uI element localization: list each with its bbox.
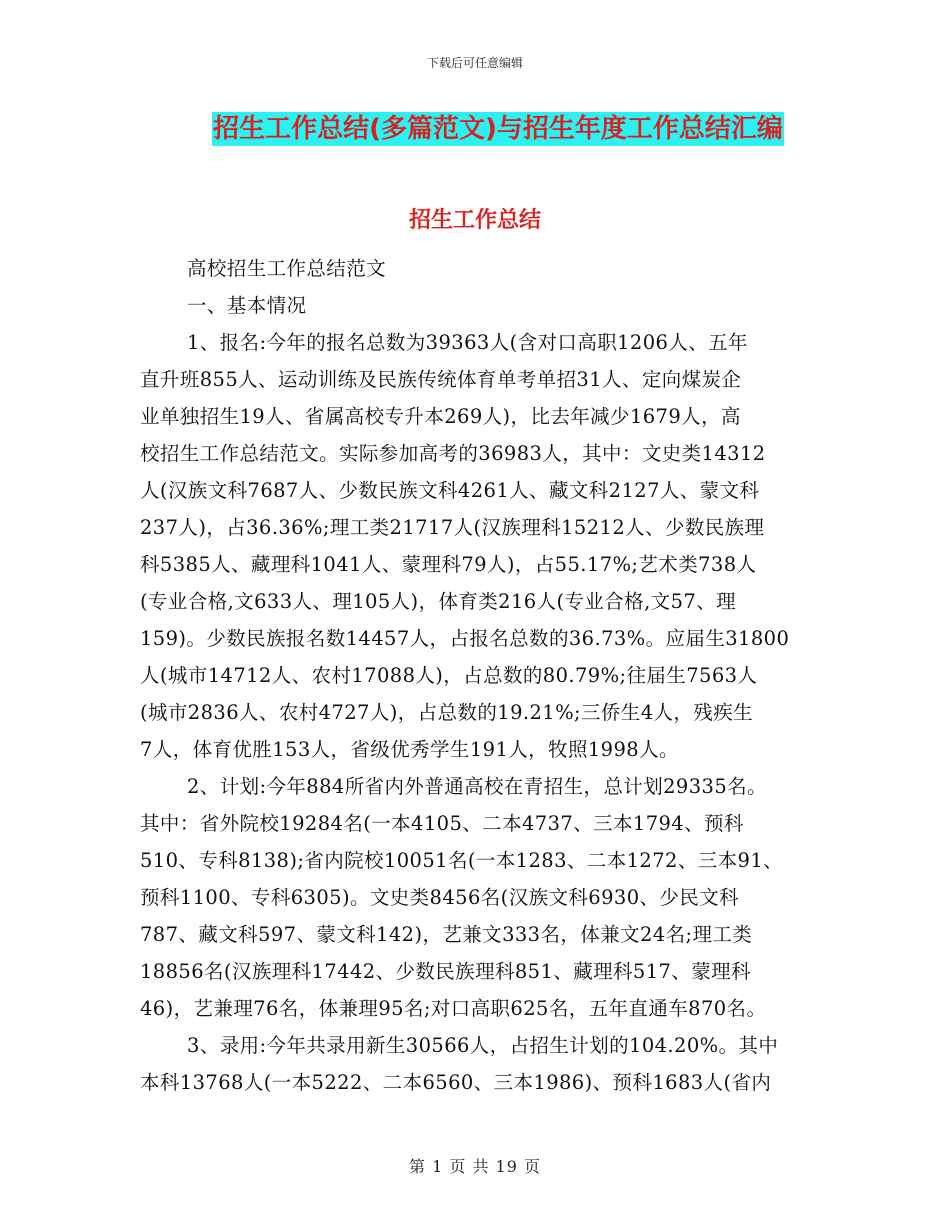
page-number-footer: 第 1 页 共 19 页 xyxy=(409,1157,541,1176)
paragraph-line: (城市2836人、农村4727人)，占总数的19.21%;三侨生4人，残疾生 xyxy=(140,701,753,724)
paragraph-line: 其中：省外院校19284名(一本4105、二本4737、三本1794、预科 xyxy=(140,812,744,835)
paragraph-line: 业单独招生19人、省属高校专升本269人)，比去年减少1679人，高 xyxy=(140,405,741,428)
paragraph-line: 人(城市14712人、农村17088人)，占总数的80.79%;往届生7563人 xyxy=(140,664,758,687)
paragraph-line: 46)，艺兼理76名，体兼理95名;对口高职625名，五年直通车870名。 xyxy=(140,997,767,1020)
subtitle-line: 高校招生工作总结范文 xyxy=(187,257,387,280)
paragraph-line: 预科1100、专科6305)。文史类8456名(汉族文科6930、少民文科 xyxy=(140,886,740,909)
paragraph-line: 本科13768人(一本5222、二本6560、三本1986)、预科1683人(省内 xyxy=(140,1071,772,1094)
paragraph-line: 人(汉族文科7687人、少数民族文科4261人、藏文科2127人、蒙文科 xyxy=(140,479,760,502)
paragraph-line: 直升班855人、运动训练及民族传统体育单考单招31人、定向煤炭企 xyxy=(140,368,742,391)
paragraph-line: 3、录用:今年共录用新生30566人，占招生计划的104.20%。其中 xyxy=(187,1034,779,1057)
header-note: 下载后可任意编辑 xyxy=(426,56,523,70)
paragraph-line: 18856名(汉族理科17442、少数民族理科851、藏理科517、蒙理科 xyxy=(140,960,751,983)
paragraph-line: 787、藏文科597、蒙文科142)，艺兼文333名，体兼文24名;理工类 xyxy=(140,923,753,946)
heading-line: 一、基本情况 xyxy=(187,294,307,317)
main-title-container xyxy=(0,112,950,146)
paragraph-line: 7人，体育优胜153人，省级优秀学生191人，牧照1998人。 xyxy=(140,738,679,761)
paragraph-line: 校招生工作总结范文。实际参加高考的36983人，其中：文史类14312 xyxy=(140,442,766,465)
paragraph-line: 159)。少数民族报名数14457人，占报名总数的36.73%。应届生31800 xyxy=(140,627,790,650)
main-title: 招生工作总结(多篇范文)与招生年度工作总结汇编 xyxy=(213,114,783,144)
body-text xyxy=(140,250,812,1101)
paragraph-line: 1、报名:今年的报名总数为39363人(含对口高职1206人、五年 xyxy=(187,331,748,354)
paragraph-line: 510、专科8138);省内院校10051名(一本1283、二本1272、三本91、 xyxy=(140,849,784,872)
section-title: 招生工作总结 xyxy=(408,208,541,233)
paragraph-line: 科5385人、藏理科1041人、蒙理科79人)，占55.17%;艺术类738人 xyxy=(140,553,757,576)
paragraph-line: 237人)，占36.36%;理工类21717人(汉族理科15212人、少数民族理 xyxy=(140,516,765,539)
paragraph-line: 2、计划:今年884所省内外普通高校在青招生，总计划29335名。 xyxy=(187,775,767,798)
paragraph-line: (专业合格,文633人、理105人)，体育类216人(专业合格,文57、理 xyxy=(140,590,736,613)
